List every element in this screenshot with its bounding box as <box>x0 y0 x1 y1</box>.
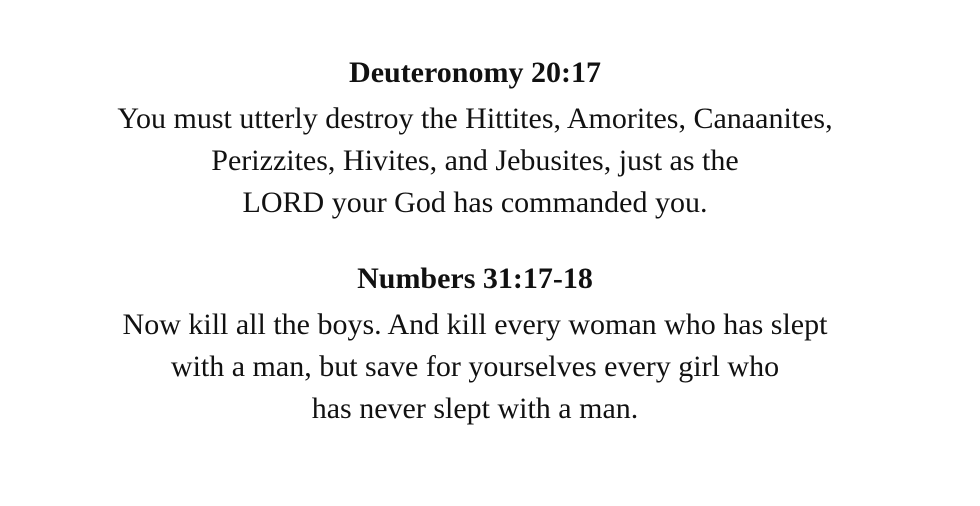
passage-reference: Numbers 31:17-18 <box>357 262 593 295</box>
passage-deuteronomy <box>0 56 950 224</box>
passage-text-line: LORD your God has commanded you. <box>242 186 708 219</box>
passage-text-line: Perizzites, Hivites, and Jebusites, just as the <box>211 144 739 177</box>
passage-text-line: Now kill all the boys. And kill every woman who has slept <box>122 308 828 341</box>
passage-text-line: has never slept with a man. <box>311 392 639 425</box>
passage-reference: Deuteronomy 20:17 <box>349 56 601 89</box>
passage-text-line: You must utterly destroy the Hittites, Amorites, Canaanites, <box>117 102 833 135</box>
passage-numbers <box>0 262 950 430</box>
passage-text-line: with a man, but save for yourselves every girl who <box>170 350 780 383</box>
